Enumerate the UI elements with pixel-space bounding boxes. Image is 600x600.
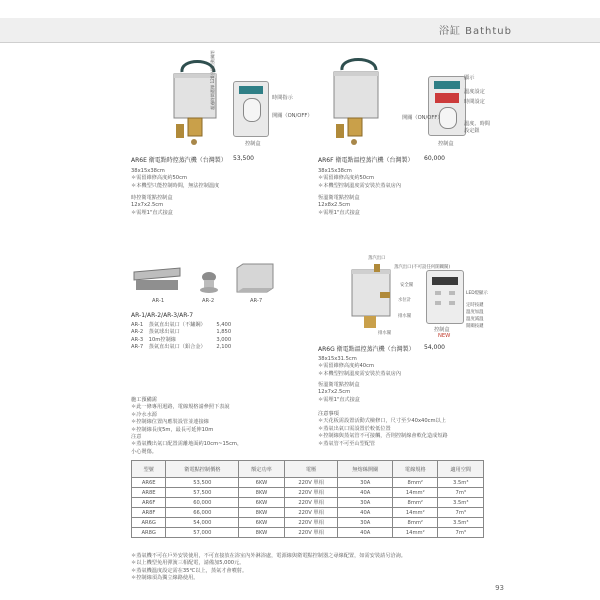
accessories-list: AR-1 蒸氣直出氣口（不鏽鋼） 5,400 AR-2 蒸氣球出氣口 1,850 AR-3 10m控制線 3,000 AR-7 蒸氣直出氣口（鋁合金） 2,100	[131, 322, 232, 351]
accessory-label-ar1: AR-1	[152, 298, 165, 304]
ar6g-label-left-2: 蒸汽出口(不可設任何開關閥)	[394, 265, 451, 270]
ar6f-panel-label-4: 開關（ON/OFF）	[402, 115, 443, 121]
table-row: AR8E 57,500 8KW 220V 單相 40A 14mm² 7m³	[132, 488, 484, 498]
ar6g-controller-info: 恆溫衛電點控制盒 12x7x2.5cm ＊需埋1"直式接盒	[318, 382, 360, 403]
ar6g-price: 54,000	[424, 344, 445, 351]
ar6f-title: AR6F 衛電點溫控蒸汽機（台灣製）	[318, 157, 414, 164]
ar6f-panel-label-6: 設定鈕	[464, 128, 480, 134]
ar6f-panel-label-1: 顯示	[464, 75, 475, 81]
ar6g-label-right-5: 開關按鍵	[466, 324, 484, 329]
ar6e-panel-label-1: 時間指示	[272, 95, 293, 101]
ar6f-control-panel	[428, 76, 466, 136]
ar6e-panel-side-text: 超過時間選擇 120分鐘自動關閉	[210, 50, 215, 110]
ar6g-title: AR6G 衛電點溫控蒸汽機（台灣製）	[318, 346, 415, 353]
accessories-title: AR-1/AR-2/AR-3/AR-7	[131, 312, 194, 319]
ar2-accessory-image	[198, 270, 220, 294]
ar6e-controller-info: 時控衛電點控制盒 12x7x2.5cm ＊需埋1"直式接盒	[131, 195, 173, 216]
ar6e-panel-label-2: 開關（ON/OFF）	[272, 113, 313, 119]
ar6e-specs: 38x15x38cm ＊需留維修高度約50cm ＊本機型只能控制時間，無法控制溫度	[131, 168, 220, 189]
notes-info: 注意事項 ＊天花板需設置活動式檢修口，尺寸至少40x40cm以上 ＊蒸氣出氣口需設置於較低位置 ＊控制線與蒸氣管不可接觸，否則控制線會軟化造成短路 ＊蒸氣管不可至山型配管	[318, 411, 448, 447]
table-row: AR6F 60,000 6KW 220V 單相 30A 8mm² 3.5m³	[132, 498, 484, 508]
ar6f-controller-info: 恆溫衛電點控制盒 12x8x2.5cm ＊需埋1"直式接盒	[318, 195, 360, 216]
spec-table	[131, 460, 484, 538]
table-row: AR8G 57,000 8KW 220V 單相 40A 14mm² 7m³	[132, 528, 484, 538]
ar6f-panel-label-3: 時間設定	[464, 99, 485, 105]
ar6g-label-right-4: 溫度減溫	[466, 317, 484, 322]
ar6g-label-left-4: 水位計	[398, 298, 412, 303]
ar6g-specs: 38x15x31.5cm ＊需留維修高度約40cm ＊本機型控制溫度需安裝於蒸氣房內	[318, 356, 402, 377]
ar6g-label-right-2: 定時按鍵	[466, 303, 484, 308]
ar6e-panel-caption: 控制盒	[245, 141, 261, 147]
ar6f-specs: 38x15x38cm ＊需留維修高度約50cm ＊本機型控制溫度需安裝於蒸氣房內	[318, 168, 402, 189]
ar6g-label-left-5: 排水閥	[398, 314, 412, 319]
ar6g-label-left-6: 排水閥	[378, 331, 392, 336]
table-row: AR6G 54,000 6KW 220V 單相 30A 8mm² 3.5m³	[132, 518, 484, 528]
ar6g-label-right-1: LED燈顯示	[466, 291, 488, 296]
accessory-label-ar7: AR-7	[250, 298, 263, 304]
spec-table-header-row: 型號 衛電點控制價格 額定功率 電壓 無熔絲開關 電線規格 適用空間	[132, 461, 484, 478]
ar6g-label-left-3: 安全閥	[400, 283, 414, 288]
ar6g-control-panel	[426, 270, 464, 324]
table-row: AR6E 53,500 6KW 220V 單相 30A 8mm² 3.5m³	[132, 478, 484, 488]
ar6f-steam-machine-image	[330, 56, 382, 148]
ar6e-control-panel	[233, 81, 269, 137]
ar6g-new-badge: NEW	[438, 333, 451, 339]
ar6e-price: 53,500	[233, 155, 254, 162]
ar6g-label-right-3: 溫度加溫	[466, 310, 484, 315]
ar6f-panel-caption: 控制盒	[438, 141, 454, 147]
ar6f-price: 60,000	[424, 155, 445, 162]
ar6e-title: AR6E 衛電點時控蒸汽機（台灣製）	[131, 157, 227, 164]
accessory-label-ar2: AR-2	[202, 298, 215, 304]
ar6g-steam-machine-image	[350, 262, 394, 330]
installation-info: 施工預備需 ＊此一條專用迴路，電線規格請參照下表說 ＊冷水水源 ＊控制線位置內應裝設管並連接線 ＊控制線長度5m，最長可延伸10m 注意 ＊蒸氣機出氣口配置需離地面約10cm~15cm， 小心燙傷。	[131, 397, 243, 455]
header-divider	[0, 42, 600, 43]
ar6g-panel-caption: 控制盒	[434, 327, 450, 333]
page-header-title: 浴缸 Bathtub	[438, 26, 512, 37]
page-number: 93	[495, 584, 504, 592]
ar6f-panel-label-5: 溫度、時間	[464, 121, 490, 127]
ar6f-panel-label-2: 溫度設定	[464, 89, 485, 95]
ar1-accessory-image	[132, 266, 182, 292]
footer-notes: ＊蒸氣機不可在戶外安裝使用，不可直接放在浴室內外淋浴處，電源線與衛電點控制器之尋線配置，如需安裝請另洽詢。 ＊以上機型免用彈簧三相配電，請備加5,000元。 ＊蒸氣機溫度設定需在35℃以上，蒸氣才會噴射。 ＊控制線須為獨立線路使用。	[131, 553, 406, 582]
ar7-accessory-image	[233, 262, 275, 294]
ar6g-label-left-1: 蒸汽出口	[368, 256, 386, 261]
table-row: AR8F 66,000 8KW 220V 單相 40A 14mm² 7m³	[132, 508, 484, 518]
